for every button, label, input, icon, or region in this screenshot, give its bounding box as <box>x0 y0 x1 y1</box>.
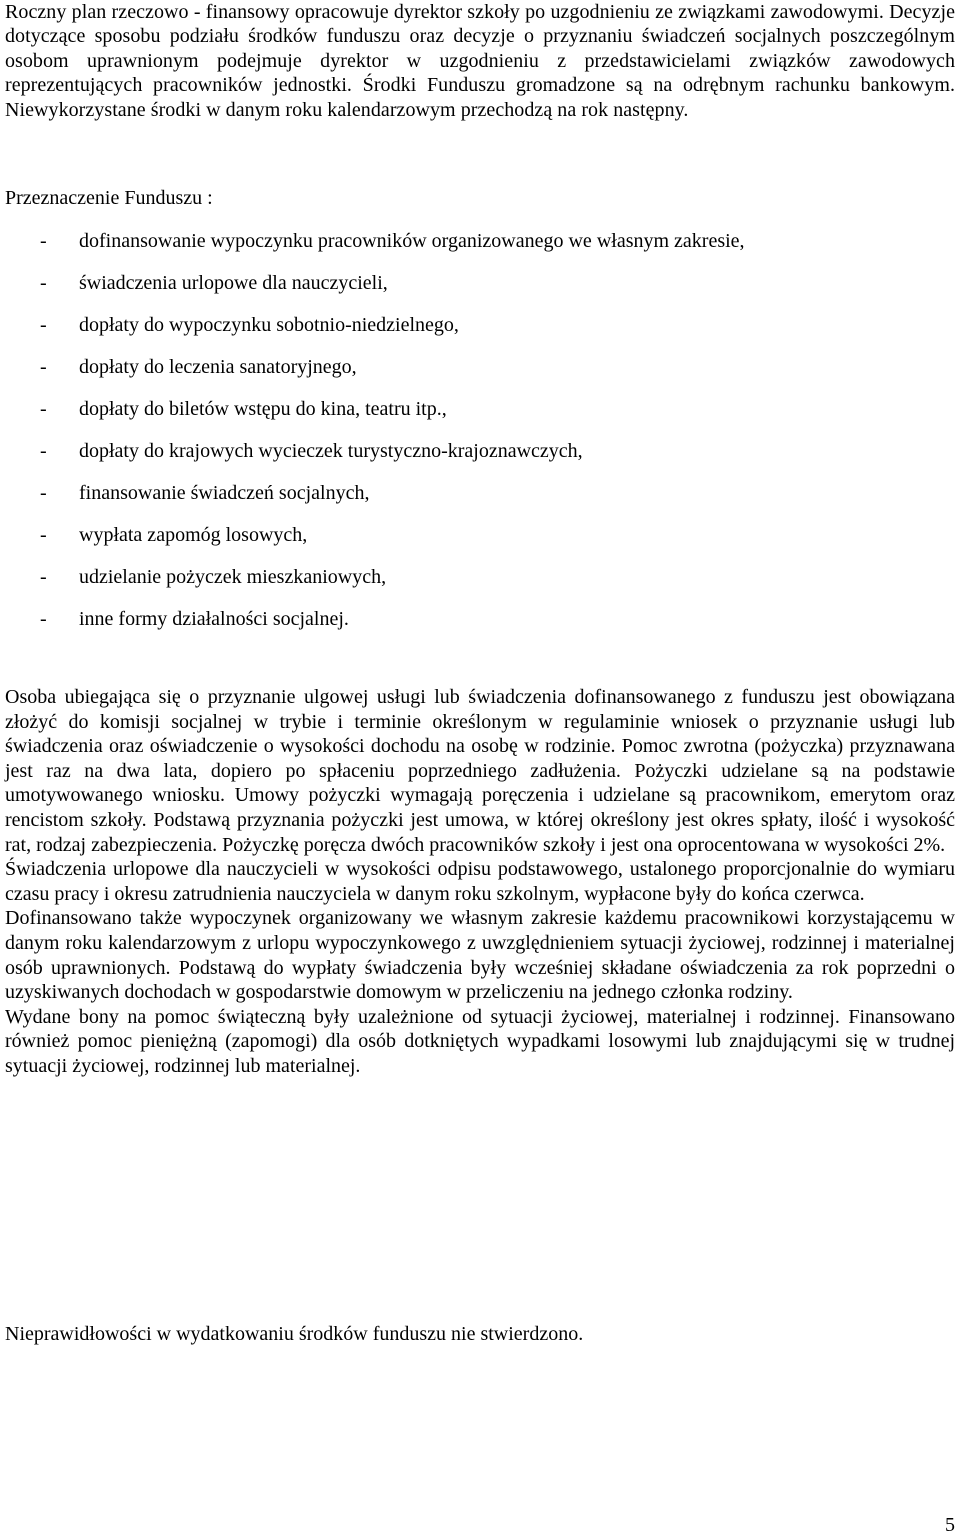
list-dash: - <box>40 230 47 252</box>
list-dash: - <box>40 524 47 546</box>
body-section <box>5 685 955 1079</box>
list-item-text: dopłaty do wypoczynku sobotnio-niedzielnego, <box>79 314 459 336</box>
list-dash: - <box>40 608 47 630</box>
list-item-text: wypłata zapomóg losowych, <box>79 524 308 546</box>
list-item-text: udzielanie pożyczek mieszkaniowych, <box>79 566 387 588</box>
recreation-subsidy-paragraph: Dofinansowano także wypoczynek organizowany we własnym zakresie każdemu pracownikowi korzystającemu w danym roku kalendarzowym z urlopu wypoczynkowego z uwzględnieniem sytuacji życiowej, rodzinnej i materialnej osób uprawnionych. Podstawą do wypłaty świadczenia były wcześniej składane oświadczenia za rok poprzedni o uzyskiwanych dochodach w gospodarstwie domowym w przeliczeniu na jednego członka rodziny. <box>5 907 955 1004</box>
list-item-text: świadczenia urlopowe dla nauczycieli, <box>79 272 388 294</box>
holiday-benefits-paragraph: Świadczenia urlopowe dla nauczycieli w wysokości odpisu podstawowego, ustalonego proporcjonalnie do wymiaru czasu pracy i okresu zatrudnienia nauczyciela w danym roku szkolnym, wypłacone były do końca czerwca. <box>5 858 955 905</box>
closing-statement: Nieprawidłowości w wydatkowaniu środków funduszu nie stwierdzono. <box>5 1323 584 1345</box>
list-dash: - <box>40 314 47 336</box>
intro-paragraph: Roczny plan rzeczowo - finansowy opracowuje dyrektor szkoły po uzgodnieniu ze związkami zawodowymi. Decyzje dotyczące sposobu podziału środków funduszu oraz decyzje o przyznaniu świadczeń socjalnych poszczególnym osobom uprawnionym podejmuje dyrektor w uzgodnieniu z przedstawicielami związków zawodowych reprezentujących pracowników jednostki. Środki Funduszu gromadzone są na odrębnym rachunku bankowym. Niewykorzystane środki w danym roku kalendarzowym przechodzą na rok następny. <box>5 1 955 121</box>
list-dash: - <box>40 398 47 420</box>
list-item-text: inne formy działalności socjalnej. <box>79 608 349 630</box>
page-number: 5 <box>945 1514 955 1536</box>
purpose-heading: Przeznaczenie Funduszu : <box>5 187 213 209</box>
list-item-text: dopłaty do biletów wstępu do kina, teatru itp., <box>79 398 447 420</box>
loan-procedure-paragraph: Osoba ubiegająca się o przyznanie ulgowej usługi lub świadczenia dofinansowanego z funduszu jest obowiązana złożyć do komisji socjalnej w trybie i terminie określonym w regulaminie wniosek o przyznanie usługi lub świadczenia oraz oświadczenie o wysokości dochodu na osobę w rodzinie. Pomoc zwrotna (pożyczka) przyznawana jest raz na dwa lata, dopiero po spłaceniu poprzedniego zadłużenia. Pożyczki udzielane są na podstawie umotywowanego wniosku. Umowy pożyczki wymagają poręczenia i udzielane są pracownikom, emerytom oraz rencistom szkoły. Podstawą przyznania pożyczki jest umowa, w której określony jest okres spłaty, ilość i wysokość rat, rodzaj zabezpieczenia. Pożyczkę poręcza dwóch pracowników szkoły i jest ona oprocentowana w wysokości 2%. <box>5 686 955 856</box>
holiday-vouchers-paragraph: Wydane bony na pomoc świąteczną były uzależnione od sytuacji życiowej, materialnej i rodzinnej. Finansowano również pomoc pieniężną (zapomogi) dla osób dotkniętych wypadkami losowymi lub znajdującymi się w trudnej sytuacji życiowej, rodzinnej lub materialnej. <box>5 1005 955 1077</box>
list-dash: - <box>40 272 47 294</box>
list-item-text: dopłaty do krajowych wycieczek turystyczno-krajoznawczych, <box>79 440 583 462</box>
list-item-text: dopłaty do leczenia sanatoryjnego, <box>79 356 357 378</box>
list-item-text: finansowanie świadczeń socjalnych, <box>79 482 370 504</box>
list-dash: - <box>40 482 47 504</box>
list-dash: - <box>40 566 47 588</box>
list-dash: - <box>40 440 47 462</box>
list-dash: - <box>40 356 47 378</box>
list-item-text: dofinansowanie wypoczynku pracowników organizowanego we własnym zakresie, <box>79 230 745 252</box>
